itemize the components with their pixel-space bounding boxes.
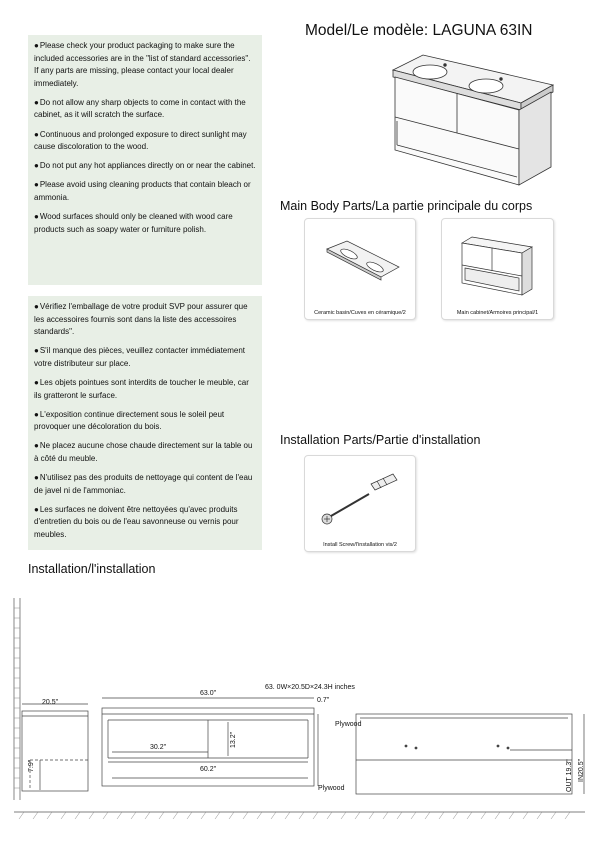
wall-line xyxy=(14,598,20,800)
notice-item: ● Ne placez aucune chose chaude directement sur la table ou à côté du meuble. xyxy=(34,440,256,465)
plywood-label-top: Plywood xyxy=(335,721,362,728)
installation-parts-heading: Installation Parts/Partie d'installation xyxy=(280,433,481,447)
plywood-label-bottom: Plywood xyxy=(318,785,345,792)
notice-item: ● Do not put any hot appliances directly on or near the cabinet. xyxy=(34,160,256,173)
notice-item: ● Please avoid using cleaning products that contain bleach or ammonia. xyxy=(34,179,256,204)
notice-item: ● Please check your product packaging to make sure the included accessories are in the "list of standard accessories". If any parts are missing, please contact your local dealer immediately. xyxy=(34,40,256,90)
install-screw-card xyxy=(304,455,416,552)
notice-panel-french xyxy=(28,296,262,550)
dim-overall-size: 63. 0W×20.5D×24.3H inches xyxy=(265,684,355,691)
model-title: Model/Le modèle: LAGUNA 63IN xyxy=(305,22,533,39)
main-cabinet-card xyxy=(441,218,554,320)
dim-out: OUT 19.3" xyxy=(566,759,573,792)
back-view xyxy=(356,714,584,794)
dim-inner-total: 60.2" xyxy=(200,766,217,773)
installation-heading: Installation/l'installation xyxy=(28,562,156,576)
notice-item: ● Vérifiez l'emballage de votre produit SVP pour assurer que les accessoires fournis sont dans la liste des accessoires standards". xyxy=(34,301,256,339)
notice-item: ● L'exposition continue directement sous le soleil peut provoquer une décoloration du bois. xyxy=(34,409,256,434)
installation-drawing xyxy=(0,590,595,830)
notice-item: ● N'utilisez pas des produits de nettoyage qui content de l'eau de javel ni de l'ammoniac. xyxy=(34,472,256,497)
dim-width: 63.0" xyxy=(200,690,217,697)
install-screw-image xyxy=(305,456,415,536)
vanity-product-image xyxy=(383,45,563,190)
dim-depth: 20.5" xyxy=(42,699,59,706)
dim-drawer-height: 13.2" xyxy=(230,731,237,748)
main-cabinet-image xyxy=(442,219,553,305)
dim-in: IN20.5" xyxy=(578,758,585,782)
notice-item: ● Wood surfaces should only be cleaned with wood care products such as soapy water or furniture polish. xyxy=(34,211,256,236)
dim-side-height: 7.9" xyxy=(28,759,35,772)
main-cabinet-caption: Main cabinet/Armoires principal/1 xyxy=(456,310,539,316)
install-screw-caption: Install Screw/l'installation vis/2 xyxy=(323,542,397,548)
dim-inner-width: 30.2" xyxy=(150,744,167,751)
floor-hatching xyxy=(19,812,570,819)
notice-panel-english xyxy=(28,35,262,285)
ceramic-basin-image xyxy=(305,219,415,305)
side-view xyxy=(22,704,88,791)
notice-item: ● Les surfaces ne doivent être nettoyées qu'avec produits d'entretien du bois ou de l'eau savonneuse ou vernis pour meubles. xyxy=(34,504,256,542)
notice-item: ● Continuous and prolonged exposure to direct sunlight may cause discoloration to the wood. xyxy=(34,129,256,154)
main-body-parts-heading: Main Body Parts/La partie principale du corps xyxy=(280,199,533,213)
ceramic-basin-caption: Ceramic basin/Cuves en céramique/2 xyxy=(314,310,406,316)
dim-top-thickness: 0.7" xyxy=(317,697,330,704)
ceramic-basin-card xyxy=(304,218,416,320)
notice-item: ● S'il manque des pièces, veuillez contacter immédiatement votre distributeur sur place. xyxy=(34,345,256,370)
wall-hatching xyxy=(14,608,20,788)
drain-holes xyxy=(405,745,510,750)
notice-item: ● Do not allow any sharp objects to come in contact with the cabinet, as it will scratch the surface. xyxy=(34,97,256,122)
notice-item: ● Les objets pointues sont interdits de toucher le meuble, car ils gratteront le surface. xyxy=(34,377,256,402)
